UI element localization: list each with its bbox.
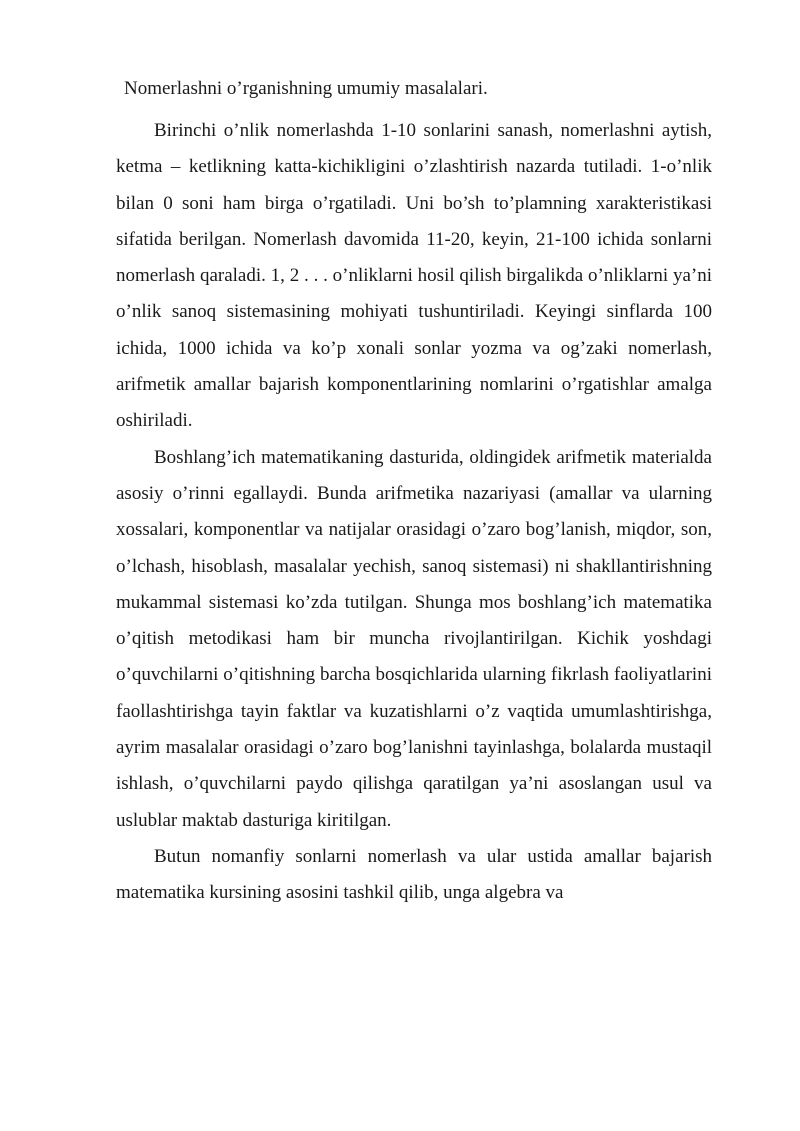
- body-text: [116, 113, 712, 912]
- section-heading: Nomerlashni o’rganishning umumiy masalalari.: [124, 78, 488, 99]
- paragraph-curriculum: Boshlang’ich matematikaning dasturida, oldingidek arifmetik materialda asosiy o’rinni egallaydi. Bunda arifmetika nazariyasi (amallar va ularning xossalari, komponentlar va natijalar orasidagi o’zaro bog’lanish, miqdor, son, o’lchash, hisoblash, masalalar yechish, sanoq sistemasi) ni shakllantirishning mukammal sistemasi ko’zda tutilgan. Shunga mos boshlang’ich matematika o’qitish metodikasi ham bir muncha rivojlantirilgan. Kichik yoshdagi o’quvchilarni o’qitishning barcha bosqichlarida ularning fikrlash faoliyatlarini faollashtirishga tayin faktlar va kuzatishlarni o’z vaqtida umumlashtirishga, ayrim masalalar orasidagi o’zaro bog’lanishni tayinlashga, bolalarda mustaqil ishlash, o’quvchilarni paydo qilishga qaratilgan ya’ni asoslangan usul va uslublar maktab dasturiga kiritilgan.: [116, 446, 712, 831]
- paragraph-numeration-first-ten: Birinchi o’nlik nomerlashda 1-10 sonlarini sanash, nomerlashni aytish, ketma – ketlikning katta-kichikligini o’zlashtirish nazarda tutiladi. 1-o’nlik bilan 0 soni ham birga o’rgatiladi. Uni bo’sh to’plamning xarakteristikasi sifatida berilgan. Nomerlash davomida 11-20, keyin, 21-100 ichida sonlarni nomerlash qaraladi. 1, 2 . . . o’nliklarni hosil qilish birgalikda o’nliklarni ya’ni o’nlik sanoq sistemasining mohiyati tushuntiriladi. Keyingi sinflarda 100 ichida, 1000 ichida va ko’p xonali sonlar yozma va og’zaki nomerlash, arifmetik amallar bajarish komponentlarining nomlarini o’rgatishlar amalga oshiriladi.: [116, 120, 712, 432]
- paragraph-whole-numbers: Butun nomanfiy sonlarni nomerlash va ular ustida amallar bajarish matematika kursining asosini tashkil qilib, unga algebra va: [116, 845, 712, 904]
